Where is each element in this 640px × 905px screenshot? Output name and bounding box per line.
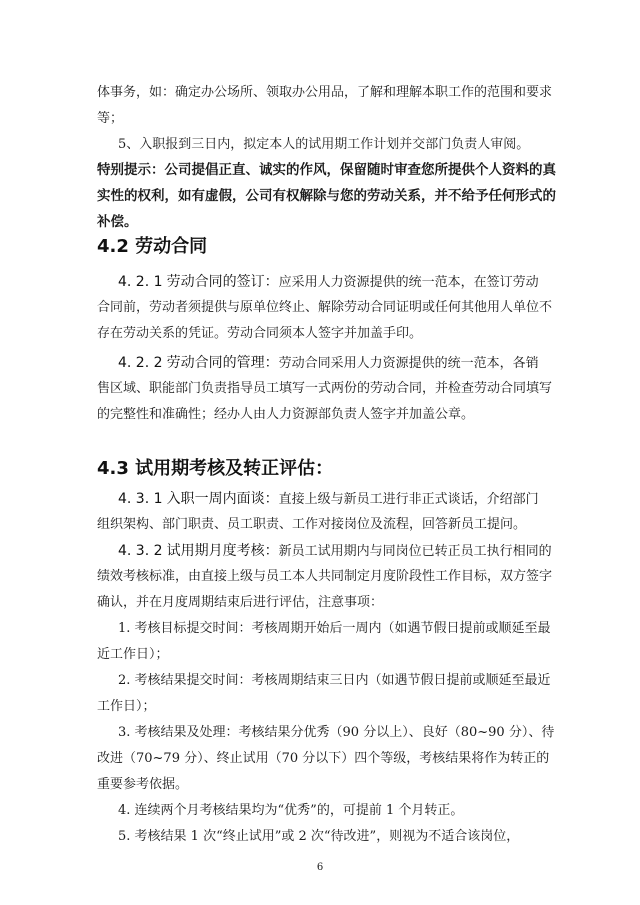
- subsection-text: 直接上级与新员工进行非正式谈话，介绍部门: [278, 492, 539, 507]
- body-text-line: 组织架构、部门职责、员工职责、工作对接岗位及流程，回答新员工提问。: [97, 517, 527, 532]
- page-number: 6: [316, 862, 324, 873]
- list-item-line: 工作日）；: [97, 699, 156, 714]
- subsection-text: 应采用人力资源提供的统一范本，在签订劳动: [278, 275, 539, 290]
- subsection-line: [118, 274, 539, 291]
- subsection-number: 4. 3. 1: [118, 491, 163, 507]
- subsection-label: 劳动合同的签订：: [166, 274, 279, 290]
- subsection-number: 4. 2. 1: [118, 274, 163, 290]
- subsection-number: 4. 3. 2: [118, 543, 163, 559]
- body-text-line: 售区域、职能部门负责指导员工填写一式两份的劳动合同，并检查劳动合同填写: [97, 381, 553, 396]
- notice-text-line: 特别提示：公司提倡正直、诚实的作风，保留随时审查您所提供个人资料的真: [97, 162, 556, 178]
- subsection-line: [118, 543, 552, 560]
- list-item-line: 改进（70~79 分）、终止试用（70 分以下）四个等级，考核结果将作为转正的: [97, 751, 550, 766]
- list-item-line: 5. 考核结果 1 次“终止试用”或 2 次“待改进”，则视为不适合该岗位，: [118, 829, 520, 844]
- body-text-line: 体事务，如：确定办公场所、领取办公用品，了解和理解本职工作的范围和要求: [97, 85, 553, 100]
- list-item-line: 近工作日）；: [97, 647, 169, 662]
- list-item-line: 1. 考核目标提交时间：考核周期开始后一周内（如遇节假日提前或顺延至最: [118, 621, 551, 636]
- list-item-line: 4. 连续两个月考核结果均为“优秀”的，可提前 1 个月转正。: [118, 803, 464, 818]
- subsection-line: [118, 355, 539, 372]
- body-text-line: 合同前，劳动者须提供与原单位终止、解除劳动合同证明或任何其他用人单位不: [97, 300, 553, 315]
- list-item-line: 3. 考核结果及处理：考核结果分优秀（90 分以上）、良好（80~90 分）、待: [118, 725, 555, 740]
- section-heading: 4.3 试用期考核及转正评估：: [97, 458, 334, 479]
- body-text-line: 存在劳动关系的凭证。劳动合同须本人签字并加盖手印。: [97, 326, 423, 341]
- subsection-number: 4. 2. 2: [118, 355, 163, 371]
- body-text-line: 确认，并在月度周期结束后进行评估，注意事项：: [97, 595, 384, 610]
- list-item-line: 重要参考依据。: [97, 777, 189, 792]
- body-text-line: 等；: [97, 111, 124, 126]
- notice-text-line: 实性的权利，如有虚假，公司有权解除与您的劳动关系，并不给予任何形式的: [97, 188, 556, 204]
- subsection-text: 劳动合同采用人力资源提供的统一范本，各销: [278, 356, 539, 371]
- notice-text-line: 补偿。: [97, 214, 138, 230]
- body-text-line: 5、入职报到三日内，拟定本人的试用期工作计划并交部门负责人审阅。: [118, 137, 530, 152]
- subsection-label: 试用期月度考核：: [166, 543, 279, 559]
- subsection-line: [118, 491, 539, 508]
- body-text-line: 绩效考核标准，由直接上级与员工本人共同制定月度阶段性工作目标，双方签字: [97, 569, 553, 584]
- section-heading: 4.2 劳动合同: [97, 236, 208, 257]
- subsection-label: 劳动合同的管理：: [166, 355, 279, 371]
- list-item-line: 2. 考核结果提交时间：考核周期结束三日内（如遇节假日提前或顺延至最近: [118, 673, 551, 688]
- subsection-label: 入职一周内面谈：: [166, 491, 279, 507]
- subsection-text: 新员工试用期内与同岗位已转正员工执行相同的: [278, 544, 552, 559]
- body-text-line: 的完整性和准确性；经办人由人力资源部负责人签字并加盖公章。: [97, 407, 475, 422]
